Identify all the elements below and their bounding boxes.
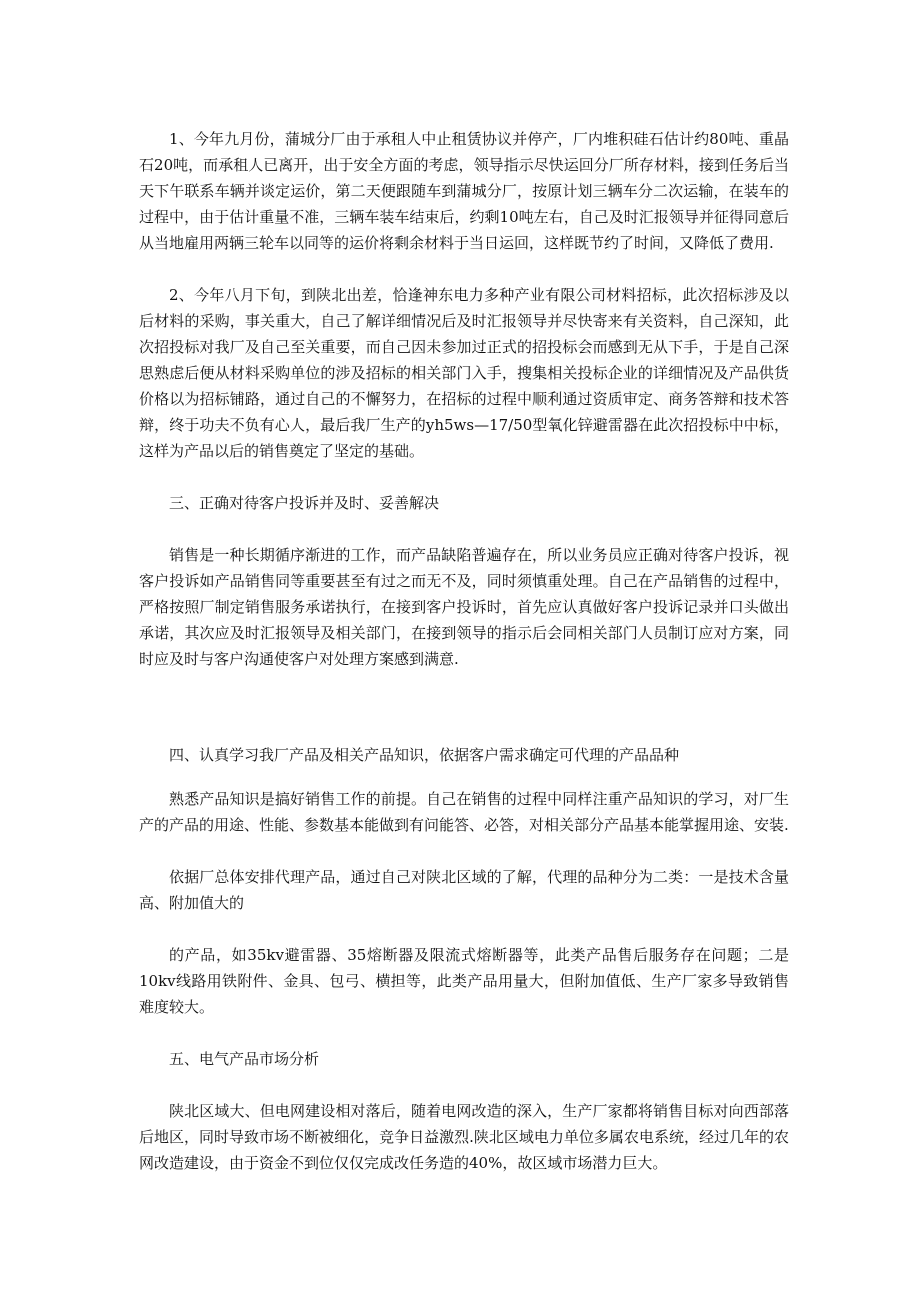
section-heading-complaints: 三、正确对待客户投诉并及时、妥善解决 (169, 494, 440, 512)
section-heading-product-knowledge: 四、认真学习我厂产品及相关产品知识，依据客户需求确定可代理的产品品种 (169, 746, 680, 764)
paragraph-agency-products: 依据厂总体安排代理产品，通过自己对陕北区域的了解，代理的品种分为二类：一是技术含量高、附加值大的 (139, 868, 789, 912)
document-body (139, 126, 789, 1176)
paragraph-product-knowledge: 熟悉产品知识是搞好销售工作的前提。自己在销售的过程中同样注重产品知识的学习，对厂生产的产品的用途、性能、参数基本能做到有问能答、必答，对相关部分产品基本能掌握用途、安装. (139, 790, 789, 834)
paragraph-market-analysis: 陕北区域大、但电网建设相对落后，随着电网改造的深入，生产厂家都将销售目标对向西部落后地区，同时导致市场不断被细化，竞争日益激烈.陕北区域电力单位多属农电系统，经过几年的农网改造建设，由于资金不到位仅仅完成改任务造的40%，故区域市场潜力巨大。 (139, 1102, 789, 1172)
paragraph-pucheng-transport: 1、今年九月份，蒲城分厂由于承租人中止租赁协议并停产，厂内堆积硅石估计约80吨、重晶石20吨，而承租人已离开，出于安全方面的考虑，领导指示尽快运回分厂所存材料，接到任务后当天下午联系车辆并谈定运价，第二天便跟随车到蒲城分厂，按原计划三辆车分二次运输，在装车的过程中，由于估计重量不准，三辆车装车结束后，约剩10吨左右，自己及时汇报领导并征得同意后从当地雇用两辆三轮车以同等的运价将剩余材料于当日运回，这样既节约了时间，又降低了费用. (139, 130, 789, 252)
paragraph-complaints: 销售是一种长期循序渐进的工作，而产品缺陷普遍存在，所以业务员应正确对待客户投诉，视客户投诉如产品销售同等重要甚至有过之而无不及，同时须慎重处理。自己在产品销售的过程中，严格按照厂制定销售服务承诺执行，在接到客户投诉时，首先应认真做好客户投诉记录并口头做出承诺，其次应及时汇报领导及相关部门，在接到领导的指示后会同相关部门人员制订应对方案，同时应及时与客户沟通使客户对处理方案感到满意. (139, 546, 789, 668)
section-heading-market-analysis: 五、电气产品市场分析 (169, 1050, 320, 1068)
paragraph-product-categories: 的产品，如35kv避雷器、35熔断器及限流式熔断器等，此类产品售后服务存在问题；二是10kv线路用铁附件、金具、包弓、横担等，此类产品用量大，但附加值低、生产厂家多导致销售难度较大。 (139, 946, 789, 1016)
paragraph-shenbei-bidding: 2、今年八月下旬，到陕北出差，恰逢神东电力多种产业有限公司材料招标，此次招标涉及以后材料的采购，事关重大，自己了解详细情况后及时汇报领导并尽快寄来有关资料，自己深知，此次招投标对我厂及自己至关重要，而自己因未参加过正式的招投标会而感到无从下手，于是自己深思熟虑后便从材料采购单位的涉及招标的相关部门入手，搜集相关投标企业的详细情况及产品供货价格以为招标铺路，通过自己的不懈努力，在招标的过程中顺利通过资质审定、商务答辩和技术答辩，终于功夫不负有心人，最后我厂生产的yh5ws—17/50型氧化锌避雷器在此次招投标中中标，这样为产品以后的销售奠定了坚定的基础。 (139, 286, 789, 460)
